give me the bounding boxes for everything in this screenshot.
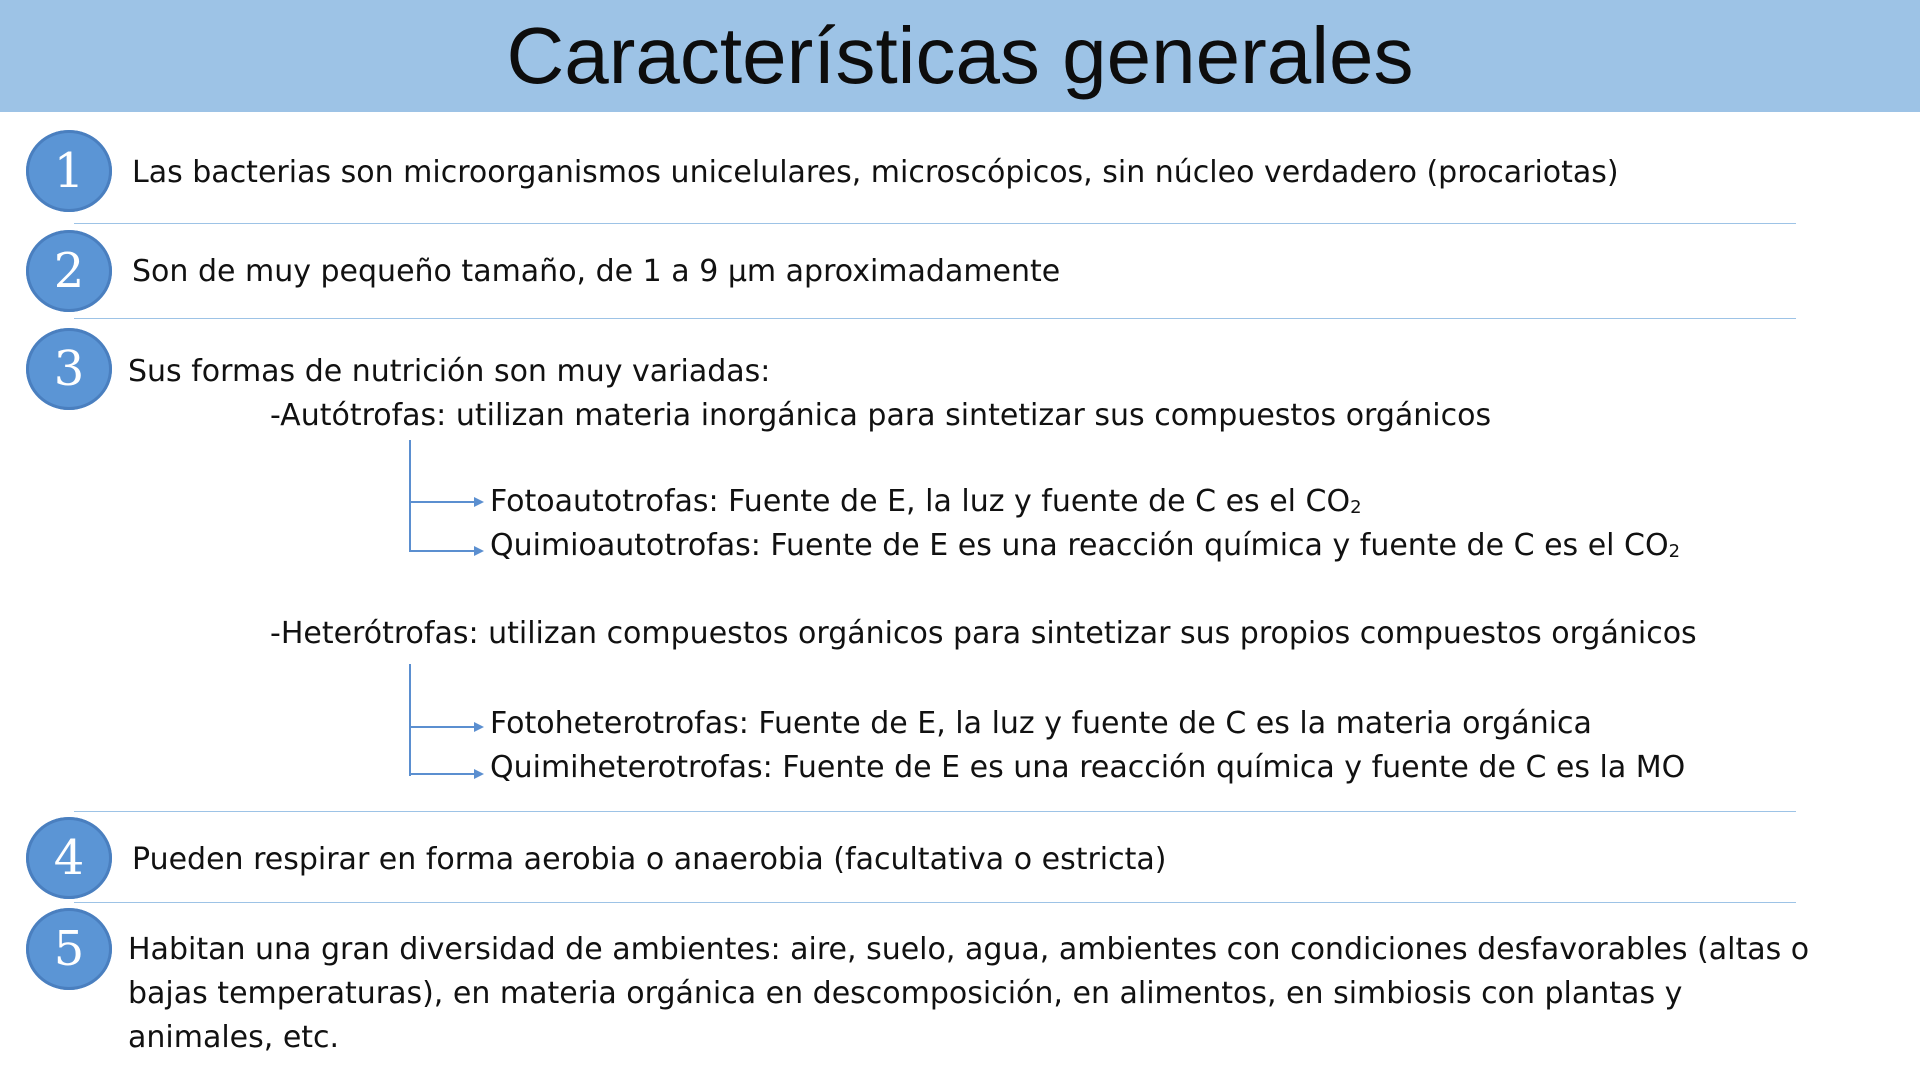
slide-title: Características generales <box>506 11 1414 100</box>
fotoautotrofas-text <box>490 480 1362 528</box>
divider-3 <box>74 811 1796 812</box>
heterotrofas-branch-arrows <box>400 662 490 782</box>
item-1-text: Las bacterias son microorganismos unicelulares, microscópicos, sin núcleo verdadero (procariotas) <box>132 155 1619 190</box>
fotoheterotrofas-text: Fotoheterotrofas: Fuente de E, la luz y fuente de C es la materia orgánica <box>490 706 1592 741</box>
quimioautotrofas-text <box>490 524 1680 572</box>
item-3-text: Sus formas de nutrición son muy variadas: <box>128 354 771 389</box>
item-4-text: Pueden respirar en forma aerobia o anaerobia (facultativa o estricta) <box>132 842 1167 877</box>
number-badge-5: 5 <box>26 908 112 990</box>
divider-4 <box>74 902 1796 903</box>
quimioautotrofas-label: Quimioautotrofas: Fuente de E es una reacción química y fuente de C es el CO <box>490 528 1669 563</box>
divider-2 <box>74 318 1796 319</box>
fotoautotrofas-label: Fotoautotrofas: Fuente de E, la luz y fuente de C es el CO <box>490 484 1351 519</box>
number-badge-3: 3 <box>26 328 112 410</box>
number-badge-2: 2 <box>26 230 112 312</box>
co2-subscript: 2 <box>1350 497 1362 518</box>
number-badge-4: 4 <box>26 817 112 899</box>
item-5-text: Habitan una gran diversidad de ambientes: aire, suelo, agua, ambientes con condiciones desfavorables (altas o bajas temperaturas), en materia orgánica en descomposición, en alimentos, en simbiosis con plantas y animales, etc. <box>128 932 1810 1055</box>
co2-subscript: 2 <box>1668 541 1681 562</box>
item-2-text: Son de muy pequeño tamaño, de 1 a 9 µm aproximadamente <box>132 254 1061 289</box>
heterotrofas-heading: -Heterótrofas: utilizan compuestos orgánicos para sintetizar sus propios compuestos orgánicos <box>270 616 1697 651</box>
quimiheterotrofas-text: Quimiheterotrofas: Fuente de E es una reacción química y fuente de C es la MO <box>490 750 1686 785</box>
number-badge-1: 1 <box>26 130 112 212</box>
autotrofas-heading: -Autótrofas: utilizan materia inorgánica para sintetizar sus compuestos orgánicos <box>270 398 1492 433</box>
autotrofas-branch-arrows <box>400 438 490 558</box>
divider-1 <box>74 223 1796 224</box>
